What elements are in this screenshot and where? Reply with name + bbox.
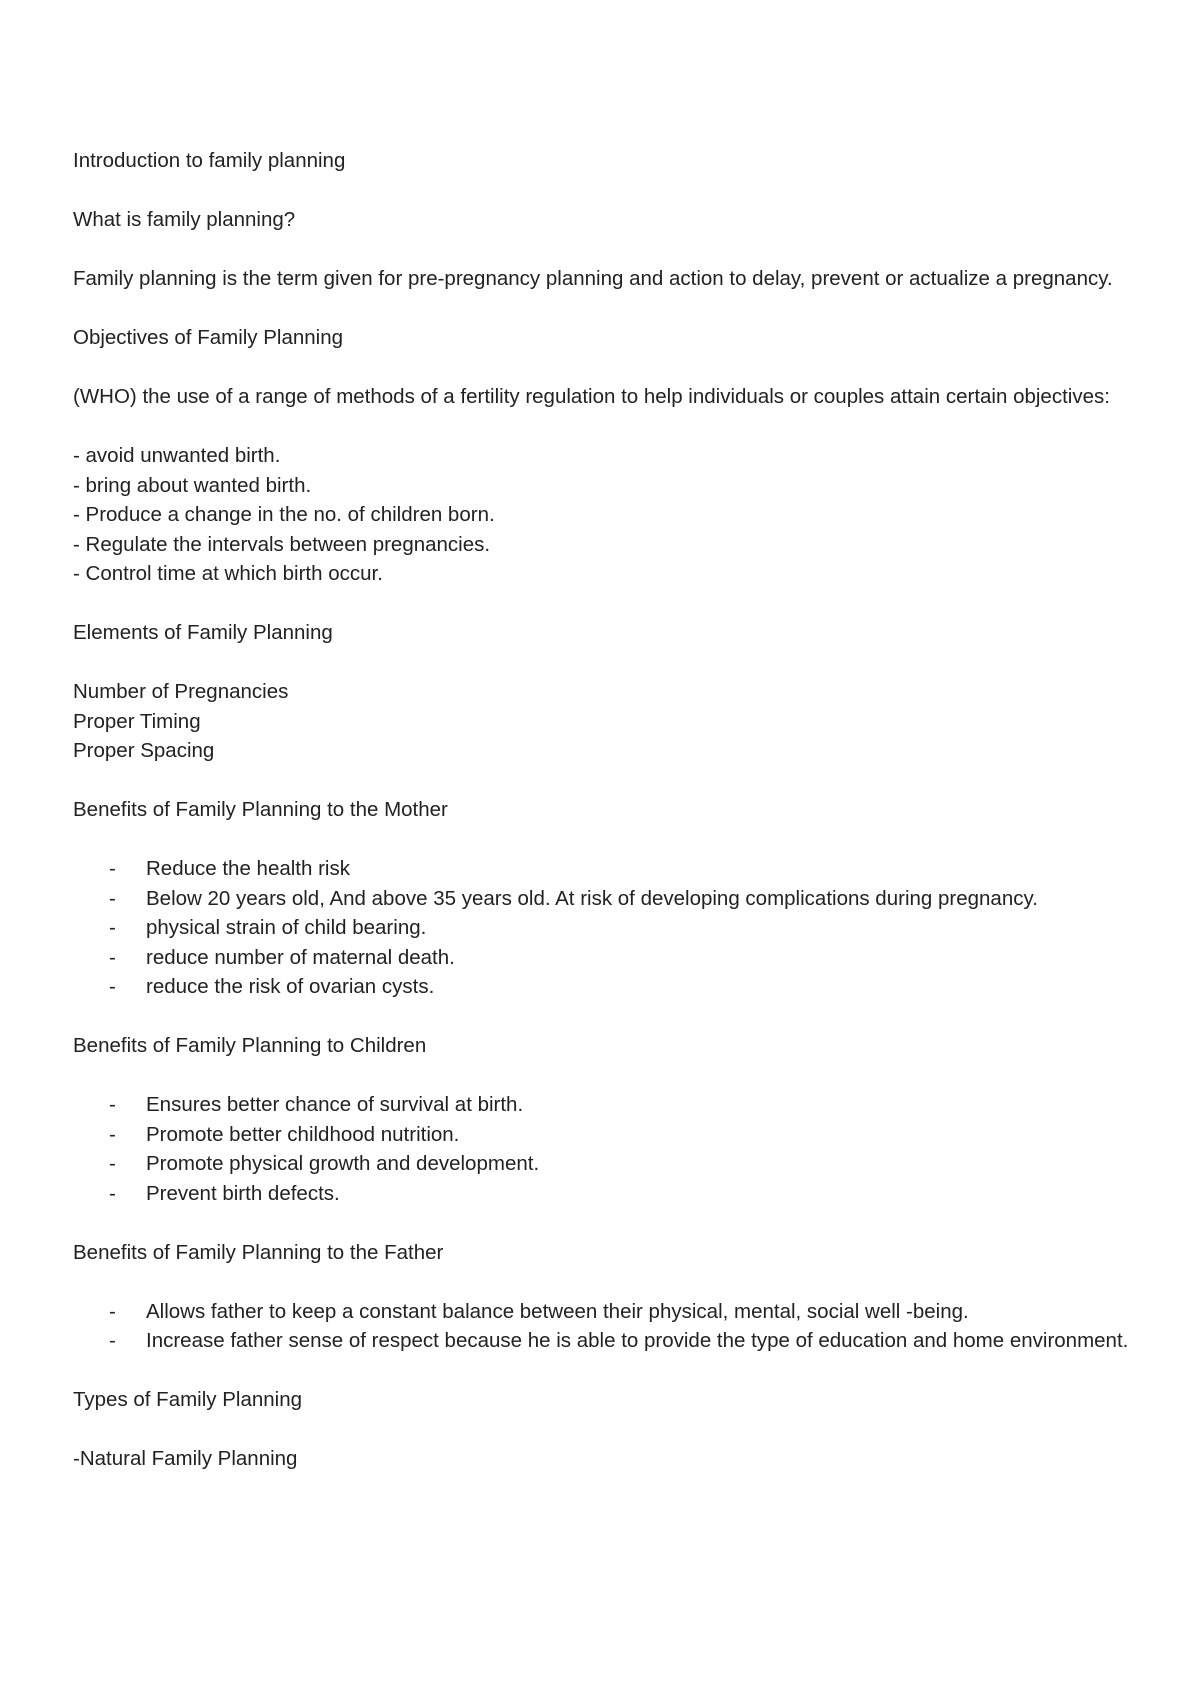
list-item-text: Allows father to keep a constant balance between their physical, mental, social well -being.	[146, 1299, 969, 1323]
list-item	[73, 1179, 1133, 1209]
list-item	[73, 884, 1133, 914]
document-page	[73, 146, 1133, 1503]
types-heading: Types of Family Planning	[73, 1388, 303, 1411]
objectives-heading: Objectives of Family Planning	[73, 326, 344, 349]
dash-bullet: -	[109, 1152, 116, 1175]
children-benefits-list	[73, 1090, 1133, 1208]
objective-item: - bring about wanted birth.	[73, 473, 312, 497]
dash-bullet: -	[109, 886, 116, 910]
list-item	[73, 1090, 1133, 1120]
dash-bullet: -	[109, 945, 116, 969]
dash-bullet: -	[109, 1122, 116, 1146]
question-heading: What is family planning?	[73, 208, 296, 231]
objective-item: - Regulate the intervals between pregnancies.	[73, 532, 491, 556]
dash-bullet: -	[109, 975, 116, 998]
document-title: Introduction to family planning	[73, 149, 346, 172]
dash-bullet: -	[109, 916, 116, 939]
list-item-text: reduce the risk of ovarian cysts.	[146, 975, 435, 998]
elements-list	[73, 677, 1133, 766]
elements-heading: Elements of Family Planning	[73, 621, 333, 644]
dash-bullet: -	[109, 857, 116, 880]
list-item	[73, 1120, 1133, 1150]
list-item	[73, 854, 1133, 884]
element-item: Number of Pregnancies	[73, 680, 289, 703]
types-first-item: -Natural Family Planning	[73, 1447, 298, 1470]
dash-bullet: -	[109, 1329, 116, 1352]
dash-bullet: -	[109, 1093, 116, 1116]
mother-benefits-heading: Benefits of Family Planning to the Mother	[73, 798, 448, 821]
list-item-text: Promote better childhood nutrition.	[146, 1122, 460, 1146]
mother-benefits-list	[73, 854, 1133, 1002]
definition-paragraph: Family planning is the term given for pre-pregnancy planning and action to delay, prevent or actualize a pregnancy.	[73, 267, 1113, 290]
list-item-text: Ensures better chance of survival at birth.	[146, 1093, 524, 1116]
list-item-text: Promote physical growth and development.	[146, 1152, 540, 1175]
element-item: Proper Timing	[73, 709, 201, 733]
objective-item: - Produce a change in the no. of children born.	[73, 503, 495, 526]
list-item-text: Increase father sense of respect because he is able to provide the type of education and home environment.	[146, 1329, 1129, 1352]
list-item	[73, 1326, 1133, 1356]
element-item: Proper Spacing	[73, 739, 215, 762]
objective-item: - avoid unwanted birth.	[73, 444, 281, 467]
father-benefits-list	[73, 1297, 1133, 1356]
list-item-text: Prevent birth defects.	[146, 1181, 340, 1205]
dash-bullet: -	[109, 1181, 116, 1205]
objectives-intro: (WHO) the use of a range of methods of a fertility regulation to help individuals or couples attain certain objectives:	[73, 385, 1110, 408]
list-item-text: Reduce the health risk	[146, 857, 350, 880]
dash-bullet: -	[109, 1299, 116, 1323]
father-benefits-heading: Benefits of Family Planning to the Father	[73, 1240, 444, 1264]
children-benefits-heading: Benefits of Family Planning to Children	[73, 1034, 427, 1057]
list-item	[73, 1149, 1133, 1179]
objectives-list	[73, 441, 1133, 589]
list-item-text: reduce number of maternal death.	[146, 945, 455, 969]
list-item	[73, 943, 1133, 973]
list-item	[73, 972, 1133, 1002]
list-item	[73, 1297, 1133, 1327]
list-item-text: physical strain of child bearing.	[146, 916, 427, 939]
list-item-text: Below 20 years old, And above 35 years old. At risk of developing complications during pregnancy.	[146, 886, 1038, 910]
objective-item: - Control time at which birth occur.	[73, 562, 383, 585]
list-item	[73, 913, 1133, 943]
